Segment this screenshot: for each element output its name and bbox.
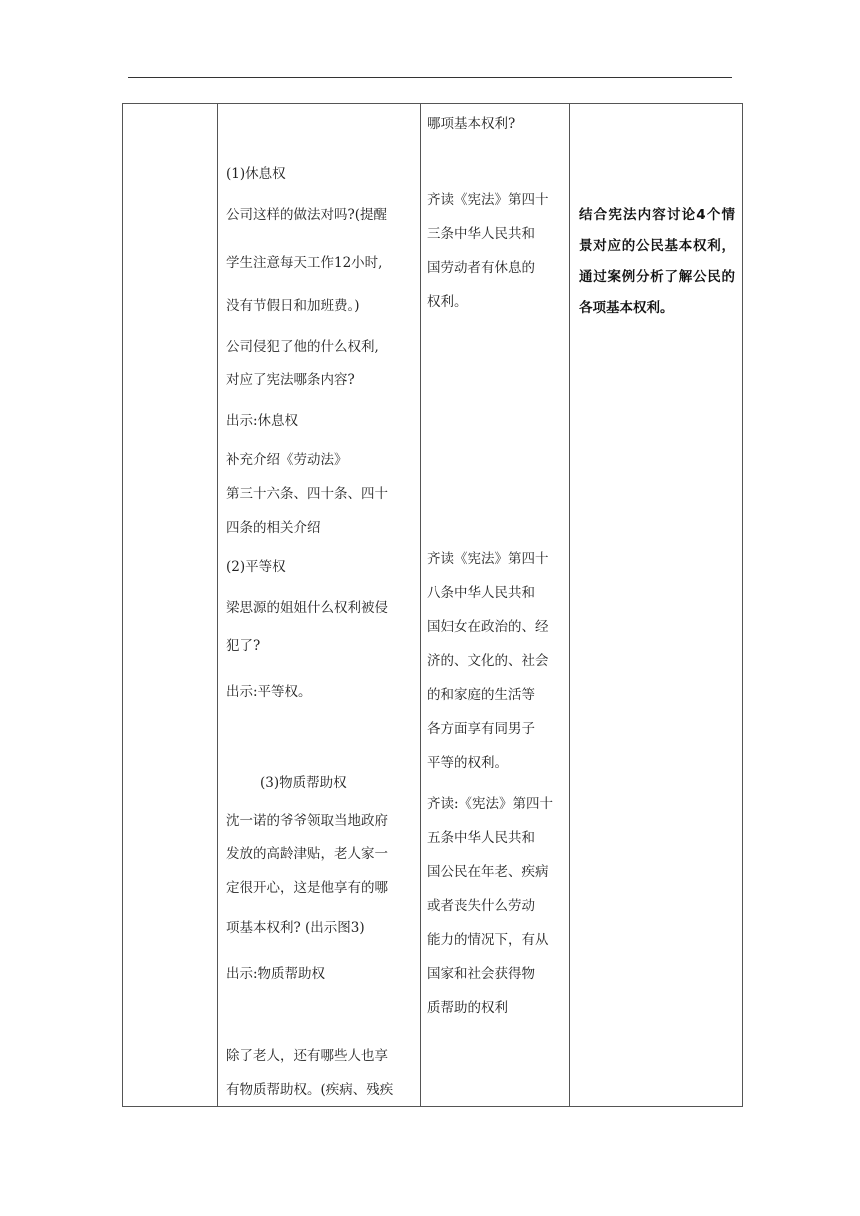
text-line: 犯了? — [226, 638, 261, 654]
header-rule — [128, 77, 732, 78]
student-activity-cell — [421, 104, 570, 1107]
text-line: 学生注意每天工作12小时, — [226, 255, 383, 271]
text-line: 第三十六条、四十条、四十 — [226, 486, 388, 502]
text-line: 有物质帮助权。(疾病、残疾 — [226, 1082, 394, 1098]
text-line: 公司这样的做法对吗?(提醒 — [226, 207, 388, 223]
text-line: 质帮助的权利 — [427, 1000, 508, 1016]
text-line: 沈一诺的爷爷领取当地政府 — [226, 813, 388, 829]
text-line: (1)休息权 — [226, 166, 286, 182]
text-line: 国公民在年老、疾病 — [427, 864, 549, 880]
text-line: 出示:物质帮助权 — [226, 966, 326, 982]
text-line: 齐读:《宪法》第四十 — [427, 796, 554, 812]
design-intent-text: 结合宪法内容讨论4个情景对应的公民基本权利，通过案例分析了解公民的各项基本权利。 — [579, 207, 735, 316]
text-line: 补充介绍《劳动法》 — [226, 452, 348, 468]
text-line: 没有节假日和加班费。) — [226, 298, 360, 314]
design-intent-cell — [570, 104, 743, 1107]
lesson-plan-table — [122, 103, 743, 1107]
text-line: 发放的高龄津贴，老人家一 — [226, 846, 388, 862]
text-line: 出示:休息权 — [226, 413, 299, 429]
text-line: 定很开心，这是他享有的哪 — [226, 880, 388, 896]
text-line: 哪项基本权利? — [427, 116, 516, 132]
text-line: (2)平等权 — [226, 559, 286, 575]
text-line: 八条中华人民共和 — [427, 585, 535, 601]
text-line: 齐读《宪法》第四十 — [427, 192, 549, 208]
text-line: 各方面享有同男子 — [427, 721, 535, 737]
text-line: 的和家庭的生活等 — [427, 687, 535, 703]
text-line: 除了老人，还有哪些人也享 — [226, 1048, 388, 1064]
text-line: 国劳动者有休息的 — [427, 260, 535, 276]
text-line: 济的、文化的、社会 — [427, 653, 549, 669]
text-line: 四条的相关介绍 — [226, 520, 321, 536]
text-line: 出示:平等权。 — [226, 684, 312, 700]
text-line: 五条中华人民共和 — [427, 830, 535, 846]
text-line: 能力的情况下，有从 — [427, 932, 549, 948]
text-line: (3)物质帮助权 — [260, 775, 347, 791]
text-line: 对应了宪法哪条内容? — [226, 372, 355, 388]
text-line: 或者丧失什么劳动 — [427, 898, 535, 914]
table-cell-empty — [123, 104, 218, 1107]
text-line: 梁思源的姐姐什么权利被侵 — [226, 600, 388, 616]
text-line: 齐读《宪法》第四十 — [427, 551, 549, 567]
text-line: 公司侵犯了他的什么权利, — [226, 339, 379, 355]
text-line: 平等的权利。 — [427, 755, 508, 771]
text-line: 国家和社会获得物 — [427, 966, 535, 982]
text-line: 权利。 — [427, 294, 468, 310]
text-line: 三条中华人民共和 — [427, 226, 535, 242]
text-line: 项基本权利? (出示图3) — [226, 920, 365, 936]
text-line: 国妇女在政治的、经 — [427, 619, 549, 635]
table-row — [123, 104, 743, 1107]
teacher-activity-cell — [218, 104, 421, 1107]
